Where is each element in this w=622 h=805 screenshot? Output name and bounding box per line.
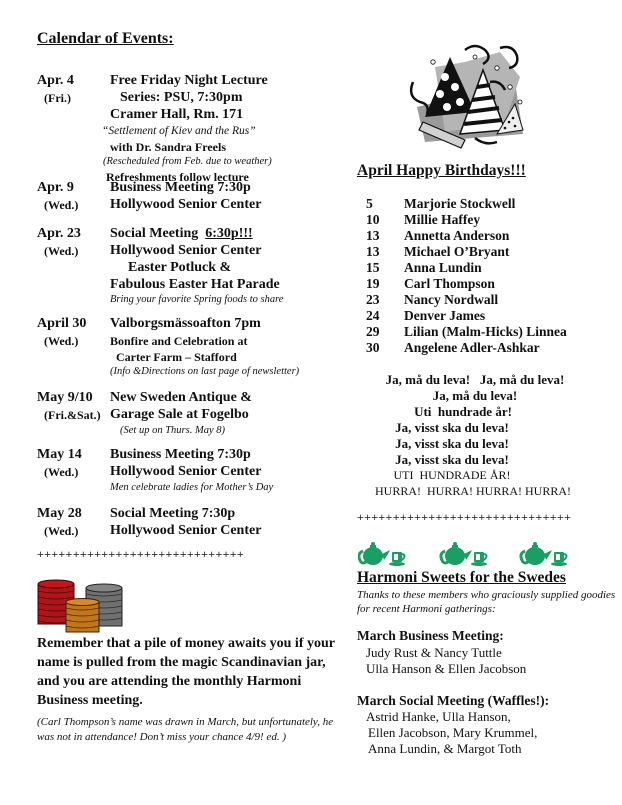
- event-extra: Refreshments follow lecture: [106, 170, 249, 184]
- meeting-names: Anna Lundin, & Margot Toth: [368, 741, 522, 756]
- birthday-day: 13: [366, 244, 380, 259]
- event-day: (Wed.): [44, 524, 79, 538]
- money-reminder: Remember that a pile of money awaits you if your name is pulled from the magic Scandinavian jar, and you are attending the monthly Harmoni Business meeting.: [37, 636, 335, 708]
- sweets-intro: Thanks to these members who graciously supplied goodies for recent Harmoni gatherings:: [357, 589, 616, 615]
- event-date: Apr. 9: [37, 180, 74, 195]
- birthday-name: Lilian (Malm-Hicks) Linnea: [404, 324, 567, 339]
- birthday-day: 23: [366, 292, 380, 307]
- birthday-day: 15: [366, 260, 380, 275]
- meeting-names: Astrid Hanke, Ulla Hanson,: [366, 709, 511, 724]
- birthday-day: 24: [366, 308, 380, 323]
- event-line: Hollywood Senior Center: [110, 197, 262, 212]
- event-note: Bring your favorite Spring foods to share: [110, 294, 284, 305]
- birthday-name: Carl Thompson: [404, 276, 495, 291]
- birthday-name: Anna Lundin: [404, 260, 482, 275]
- birthday-name: Marjorie Stockwell: [404, 196, 516, 211]
- teapot-icon: [441, 542, 487, 566]
- birthdays-divider: ++++++++++++++++++++++++++++++: [357, 510, 572, 524]
- event-line: New Sweden Antique &: [110, 390, 252, 405]
- event-line: Hollywood Senior Center: [110, 523, 262, 538]
- event-day: (Wed.): [44, 334, 79, 348]
- meeting-names: Judy Rust & Nancy Tuttle: [366, 645, 502, 660]
- meeting-heading: March Business Meeting:: [357, 628, 504, 643]
- event-speaker: with Dr. Sandra Freels: [110, 140, 227, 154]
- birthday-day: 19: [366, 276, 380, 291]
- event-note: Men celebrate ladies for Mother’s Day: [110, 482, 274, 493]
- birthday-name: Michael O’Bryant: [404, 244, 510, 259]
- song-line: Ja, må du leva! Ja, må du leva!: [385, 372, 565, 387]
- birthday-name: Millie Haffey: [404, 212, 481, 227]
- event-line: Carter Farm – Stafford: [116, 350, 237, 364]
- song-line: Ja, visst ska du leva!: [395, 436, 509, 451]
- birthday-day: 30: [366, 340, 380, 355]
- birthdays-title: April Happy Birthdays!!!: [357, 162, 526, 179]
- event-date: May 28: [37, 506, 82, 521]
- meeting-names: Ellen Jacobson, Mary Krummel,: [368, 725, 538, 740]
- birthday-day: 5: [366, 196, 373, 211]
- event-line: Bonfire and Celebration at: [110, 334, 248, 348]
- teapot-icon: [359, 542, 405, 566]
- calendar-divider: +++++++++++++++++++++++++++++: [37, 547, 244, 561]
- event-date: Apr. 4: [37, 73, 74, 88]
- teapot-icon: [521, 542, 567, 566]
- event-line: Hollywood Senior Center: [110, 464, 262, 479]
- song-line: Ja, visst ska du leva!: [395, 452, 509, 467]
- event-date: May 14: [37, 447, 82, 462]
- event-date: Apr. 23: [37, 226, 81, 241]
- money-footnote: (Carl Thompson’s name was drawn in March, but unfortunately, he was not in attendance! Don’t miss your chance 4/9! ed. ): [37, 716, 334, 743]
- birthday-name: Angelene Adler-Ashkar: [404, 340, 540, 355]
- event-line: Free Friday Night Lecture: [110, 73, 268, 88]
- birthday-day: 10: [366, 212, 380, 227]
- event-line: Garage Sale at Fogelbo: [110, 407, 249, 422]
- sweets-title: Harmoni Sweets for the Swedes: [357, 569, 566, 586]
- event-day: (Wed.): [44, 244, 79, 258]
- event-talk-title: “Settlement of Kiev and the Rus”: [102, 125, 256, 137]
- event-line: Business Meeting 7:30p: [110, 447, 251, 462]
- event-line: Business Meeting 7:30p: [110, 180, 251, 195]
- event-line: Easter Potluck &: [128, 260, 232, 275]
- birthday-day: 29: [366, 324, 380, 339]
- birthday-name: Denver James: [404, 308, 486, 323]
- party-hats-icon: [405, 42, 525, 150]
- birthday-day: 13: [366, 228, 380, 243]
- song-line: UTI HUNDRADE ÅR!: [393, 468, 511, 482]
- song-line: Uti hundrade år!: [414, 404, 512, 419]
- event-line: Cramer Hall, Rm. 171: [110, 107, 244, 122]
- event-day: (Wed.): [44, 198, 79, 212]
- event-note: (Info &Directions on last page of newsletter): [110, 366, 300, 377]
- song-line: Ja, visst ska du leva!: [395, 420, 509, 435]
- event-date: April 30: [37, 316, 87, 331]
- event-line: Series: PSU, 7:30pm: [120, 90, 243, 105]
- calendar-title: Calendar of Events:: [37, 30, 174, 47]
- event-line: Hollywood Senior Center: [110, 243, 262, 258]
- event-day: (Fri.): [44, 91, 71, 105]
- meeting-names: Ulla Hanson & Ellen Jacobson: [366, 661, 527, 676]
- event-note: (Rescheduled from Feb. due to weather): [103, 156, 272, 167]
- event-line: [110, 226, 253, 242]
- event-title: Social Meeting: [110, 226, 206, 241]
- birthday-name: Annetta Anderson: [404, 228, 510, 243]
- event-line: Social Meeting 7:30p: [110, 506, 236, 521]
- event-line: Fabulous Easter Hat Parade: [110, 277, 280, 292]
- event-day: (Fri.&Sat.): [44, 408, 101, 422]
- event-date: May 9/10: [37, 390, 93, 405]
- teapot-row: [358, 540, 608, 568]
- event-day: (Wed.): [44, 465, 79, 479]
- birthday-name: Nancy Nordwall: [404, 292, 499, 307]
- coin-stacks-icon: [36, 578, 126, 634]
- song-line: Ja, må du leva!: [432, 388, 518, 403]
- event-line: Valborgsmässoafton 7pm: [110, 316, 261, 331]
- event-note: (Set up on Thurs. May 8): [120, 425, 225, 436]
- meeting-heading: March Social Meeting (Waffles!):: [357, 693, 550, 708]
- event-time: 6:30p!!!: [205, 226, 253, 241]
- song-line: HURRA! HURRA! HURRA! HURRA!: [374, 484, 571, 498]
